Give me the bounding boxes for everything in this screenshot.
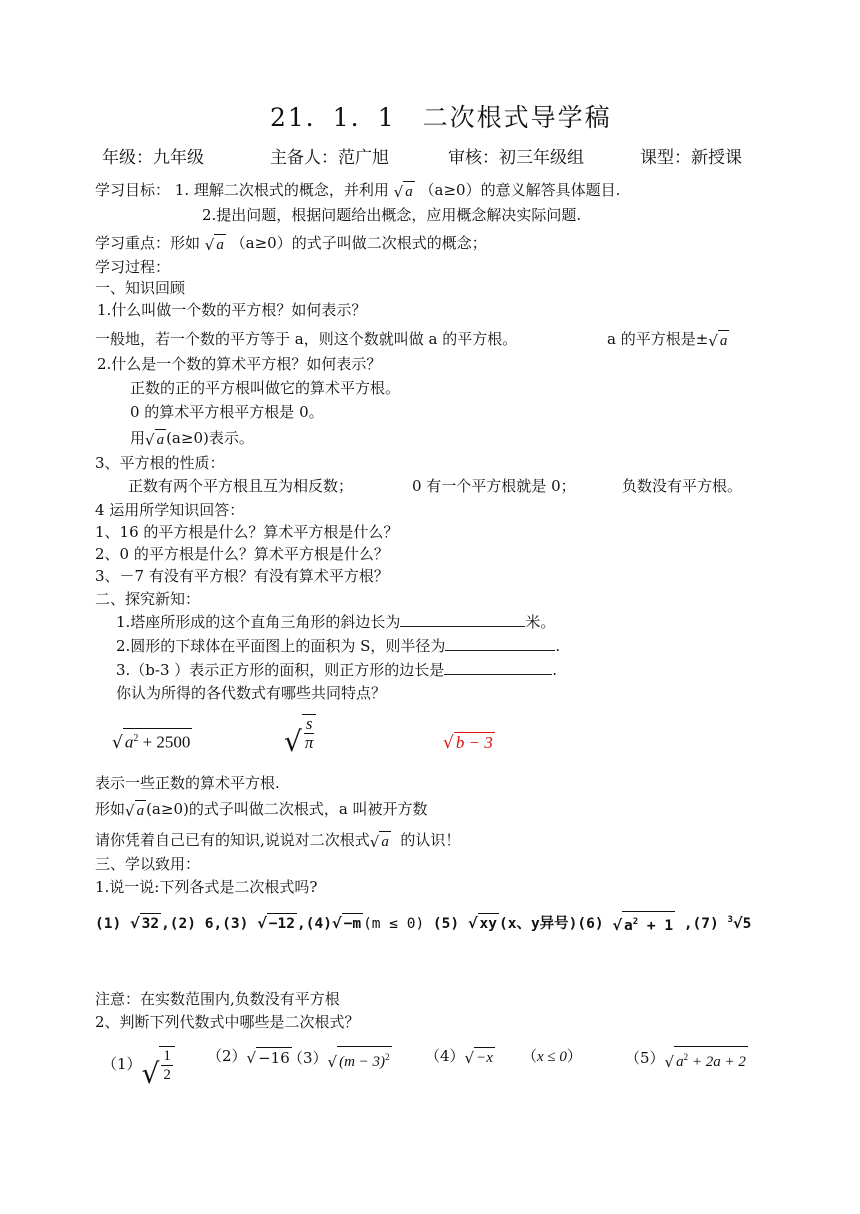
review-a3-3: 负数没有平方根。	[622, 477, 743, 495]
answer-blank[interactable]	[444, 660, 552, 675]
review-heading: 一、知识回顾	[95, 279, 186, 297]
objective-2: 2.提出问题，根据问题给出概念，应用概念解决实际问题.	[202, 206, 582, 224]
judge-1: （1） √ $\frac{1}{2}$	[102, 1046, 175, 1084]
sqrt-a: √ a	[369, 832, 389, 851]
review-a2-2: 0 的算术平方根平方根是 0。	[130, 403, 324, 421]
judge-3: （3） √ $(m - 3)^2$	[288, 1046, 392, 1072]
review-q3: 3、平方根的性质：	[95, 454, 225, 472]
answer-blank[interactable]	[400, 612, 525, 627]
apply-q1: 1.说一说:下列各式是二次根式吗?	[95, 878, 318, 896]
objective-1-cond: （a≥0）的意义解答具体题目.	[419, 181, 621, 199]
preparer-label: 主备人：范广旭	[270, 148, 389, 168]
objective-1	[95, 180, 620, 202]
key-points: 学习重点：形如 √ a （a≥0）的式子叫做二次根式的概念；	[95, 234, 487, 254]
objectives-label: 学习目标：	[95, 181, 171, 199]
expr-sqrt-a2-2500: √ $a^2 + 2500$	[112, 728, 192, 753]
review-q4-2: 2、0 的平方根是什么？算术平方根是什么？	[95, 545, 389, 563]
explore-note1: 表示一些正数的算术平方根.	[95, 774, 280, 792]
judge-4: （4） √ −x	[425, 1047, 493, 1067]
reviewer-label: 审核：初三年级组	[448, 148, 584, 168]
objective-1-text: 1. 理解二次根式的概念，并利用	[174, 181, 389, 199]
sqrt-a: √ a	[145, 430, 165, 449]
explore-definition: 形如 √ a (a≥0)的式子叫做二次根式，a 叫被开方数	[95, 800, 428, 820]
sqrt-a: √ a	[708, 331, 728, 350]
apply-heading: 三、学以致用：	[95, 855, 201, 873]
expr-sqrt-b-3: √ b − 3	[443, 732, 493, 753]
judge-2: （2） √ −16	[207, 1047, 290, 1067]
apply-q2: 2、判断下列代数式中哪些是二次根式？	[95, 1013, 360, 1031]
review-q2: 2.什么是一个数的算术平方根？如何表示？	[97, 355, 382, 373]
review-a2-1: 正数的正的平方根叫做它的算术平方根。	[130, 379, 401, 397]
review-q4-3: 3、－7 有没有平方根？有没有算术平方根？	[95, 567, 389, 585]
review-q4: 4 运用所学知识回答：	[95, 501, 245, 519]
lesson-type-label: 课型：新授课	[640, 148, 742, 168]
judge-4-condition: （x ≤ 0）	[522, 1047, 582, 1065]
apply-q1-items: (1) √ 32 ,(2) 6,(3) √ −12 ,(4) √ −m (m ≤ 0) (5) √ xy (x、y异号)(6) √ $a^2 + 1$ ,(7) $^3$√5	[95, 910, 751, 936]
explore-e3: 3.（b-3 ）表示正方形的面积，则正方形的边长是 .	[116, 661, 558, 679]
review-a1: 一般地，若一个数的平方等于 a，则这个数就叫做 a 的平方根。	[95, 330, 518, 348]
review-a3-2: 0 有一个平方根就是 0；	[412, 477, 576, 495]
sqrt-a: √ a	[204, 235, 224, 254]
grade-label: 年级：九年级	[102, 148, 204, 168]
review-a2-3: 用 √ a (a≥0)表示。	[130, 429, 254, 449]
answer-blank[interactable]	[445, 636, 555, 651]
review-q1: 1.什么叫做一个数的平方根？如何表示？	[97, 301, 367, 319]
judge-5: （5） √ $a^2 + 2a + 2$	[625, 1046, 748, 1072]
explore-question: 你认为所得的各代数式有哪些共同特点？	[116, 684, 387, 702]
expr-sqrt-s-over-pi: √ $\frac{s}{\pi}$	[284, 714, 316, 752]
process-label: 学习过程：	[95, 258, 171, 276]
explore-heading: 二、探究新知：	[95, 590, 201, 608]
review-a3-1: 正数有两个平方根且互为相反数；	[128, 477, 354, 495]
page-title: 21．1．1 二次根式导学稿	[270, 103, 612, 132]
apply-note: 注意：在实数范围内,负数没有平方根	[95, 990, 340, 1008]
explore-e2: 2.圆形的下球体在平面图上的面积为 S，则半径为 .	[116, 637, 561, 655]
sqrt-a: √ a	[125, 801, 145, 820]
review-q4-1: 1、16 的平方根是什么？算术平方根是什么？	[95, 523, 399, 541]
review-a1-right: a 的平方根是± √ a	[607, 330, 728, 350]
explore-ask: 请你凭着自己已有的知识,说说对二次根式 √ a 的认识！	[95, 831, 461, 851]
sqrt-a: √ a	[393, 182, 413, 201]
explore-e1: 1.塔座所形成的这个直角三角形的斜边长为 米。	[116, 613, 556, 631]
